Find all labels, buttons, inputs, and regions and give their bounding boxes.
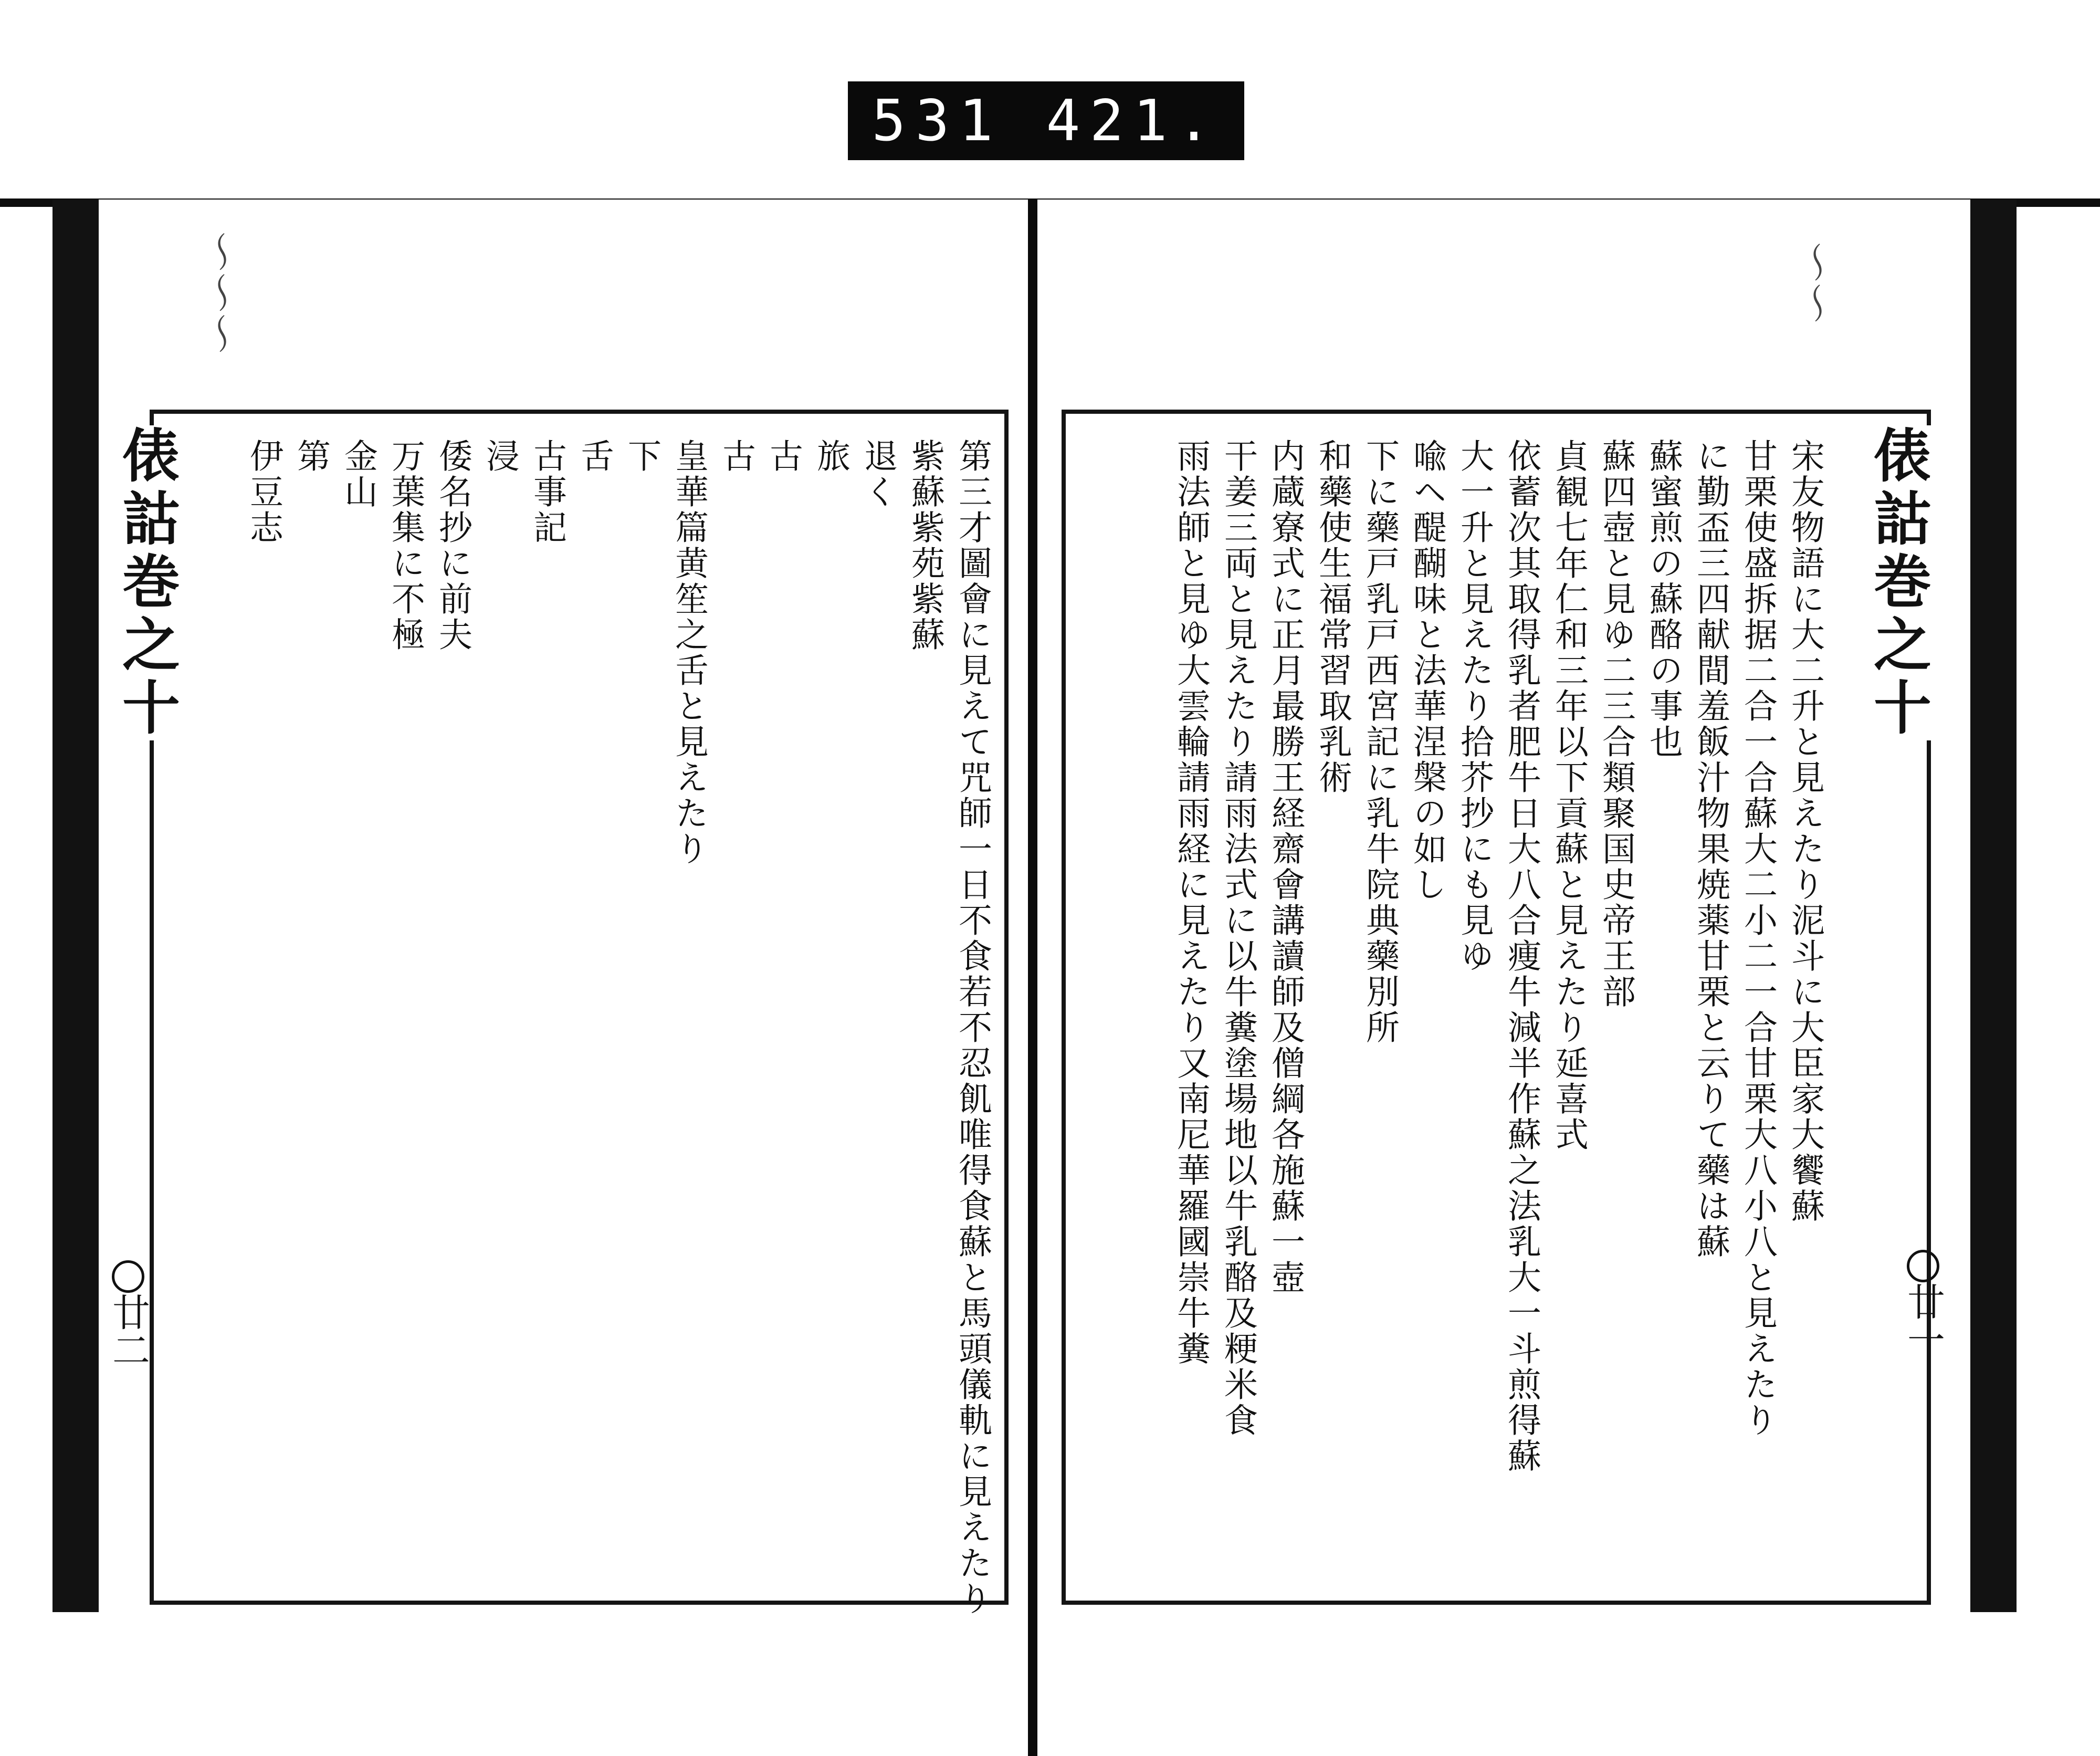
left-page-edge xyxy=(52,200,99,1612)
reference-tag: 531 421. xyxy=(848,81,1244,160)
left-col: 古 xyxy=(717,438,755,474)
right-margin-title-volume: 巻之十 xyxy=(1864,551,1932,740)
right-col: 宋友物語に大二升と見えたり泥斗に大臣家大饗蘇 xyxy=(1786,438,1824,1224)
right-col: 蘇蜜煎の蘇酪の事也 xyxy=(1644,438,1683,760)
folio-circle-icon xyxy=(1907,1250,1939,1282)
right-col: 蘇四壺と見ゆ二三合類聚国史帝王部 xyxy=(1597,438,1635,1010)
right-folio-number: 廿一 xyxy=(1901,1282,1945,1358)
left-page xyxy=(52,200,1029,1617)
right-page xyxy=(1037,200,2017,1612)
right-col: 甘栗使盛拆据二合一合蘇大二小二一合甘栗大八小八と見えたり xyxy=(1738,438,1777,1438)
left-col: 皇華篇黄笙之舌と見えたり xyxy=(669,438,708,867)
left-col: 金山 xyxy=(339,438,377,510)
right-col: 内蔵寮式に正月最勝王経齋會講讀師及僧綱各施蘇一壺 xyxy=(1266,438,1305,1295)
right-page-folio xyxy=(1896,1250,1950,1358)
left-page-folio xyxy=(101,1260,155,1368)
left-col: 舌 xyxy=(575,438,614,474)
left-margin-title-main: 俵詁 xyxy=(113,425,181,551)
left-margin-title-volume: 巻之十 xyxy=(113,551,181,740)
right-col: に勤盃三四献間羞飯汁物果焼薬甘栗と云りて藥は蘇 xyxy=(1691,438,1730,1260)
left-col: 紫蘇紫苑紫蘇 xyxy=(906,438,944,653)
left-col: 倭名抄に前夫 xyxy=(433,438,472,653)
left-col: 旅 xyxy=(811,438,850,474)
right-col: 和藥使生福常習取乳術 xyxy=(1313,438,1352,796)
right-col: 雨法師と見ゆ大雲輪請雨経に見えたり又南尼華羅國崇牛糞 xyxy=(1171,438,1210,1367)
left-page-margin-title xyxy=(105,425,188,740)
right-page-edge xyxy=(1970,200,2017,1612)
right-col: 貞観七年仁和三年以下貢蘇と見えたり延喜式 xyxy=(1549,438,1588,1153)
left-col: 伊豆志 xyxy=(244,438,283,546)
left-col: 古 xyxy=(764,438,803,474)
left-col: 古事記 xyxy=(528,438,566,546)
left-page-text-frame xyxy=(150,410,1009,1605)
right-col: 大一升と見えたり拾芥抄にも見ゆ xyxy=(1455,438,1494,974)
right-col: 下に藥戸乳戸西宮記に乳牛院典藥別所 xyxy=(1360,438,1399,1046)
folio-circle-icon xyxy=(112,1260,144,1293)
right-page-margin-title xyxy=(1856,425,1939,740)
left-col: 退く xyxy=(858,438,897,510)
right-page-heading-scrawl: 〜〜 xyxy=(1790,242,1838,323)
book-spine xyxy=(1028,198,1037,1756)
left-page-heading-scrawl: 〜〜〜 xyxy=(195,231,242,354)
left-col: 第三才圖會に見えて咒師一日不食若不忍飢唯得食蘇と馬頭儀軌に見えたり xyxy=(953,438,992,1617)
right-col: 干姜三両と見えたり請雨法式に以牛糞塗場地以牛乳酪及粳米食 xyxy=(1219,438,1257,1438)
right-col: 喩ヘ醍醐味と法華涅槃の如し xyxy=(1408,438,1446,903)
right-margin-title-main: 俵詁 xyxy=(1864,425,1932,551)
left-col: 万葉集に不極 xyxy=(386,438,425,653)
left-folio-number: 廿二 xyxy=(106,1293,150,1368)
left-col: 第 xyxy=(291,438,330,474)
left-col: 浸 xyxy=(480,438,519,474)
left-col: 下 xyxy=(622,438,661,474)
right-col: 依蓄次其取得乳者肥牛日大八合痩牛減半作蘇之法乳大一斗煎得蘇 xyxy=(1502,438,1541,1474)
